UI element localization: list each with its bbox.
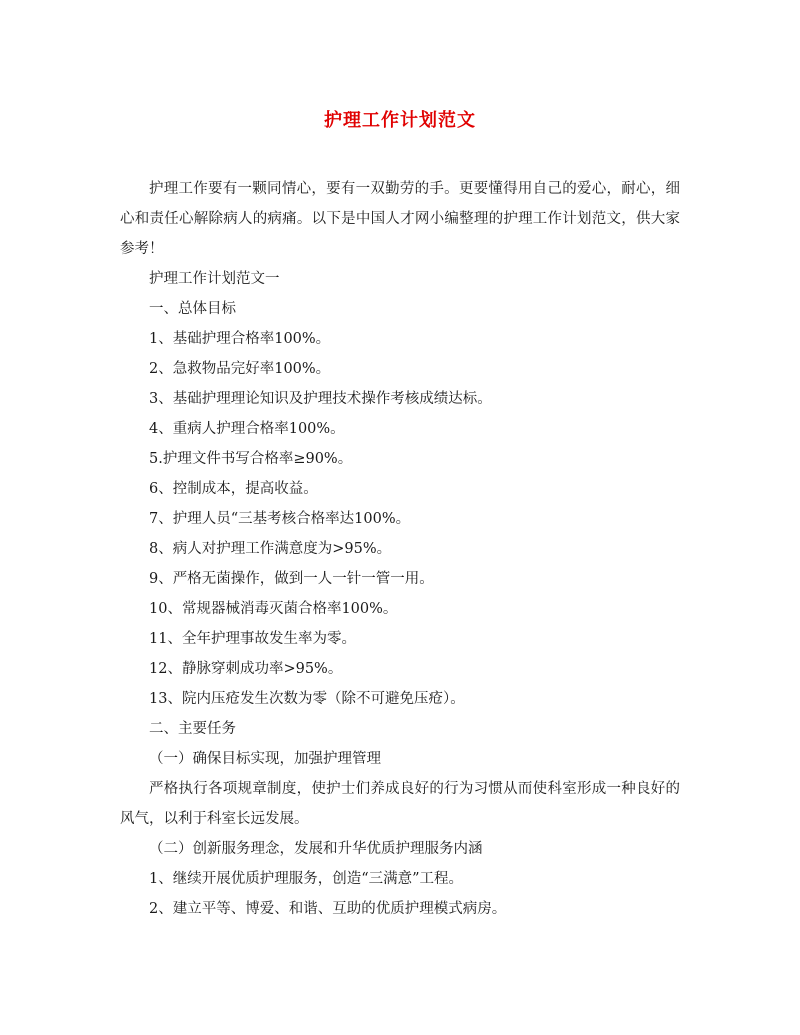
section-title: 护理工作计划范文一 — [149, 271, 280, 287]
goal-item: 11、全年护理事故发生率为零。 — [149, 631, 356, 647]
goal-item: 2、急救物品完好率100%。 — [149, 361, 331, 377]
heading-overall-goals: 一、总体目标 — [149, 301, 236, 317]
document-body — [120, 174, 680, 924]
goal-item: 4、重病人护理合格率100%。 — [149, 421, 345, 437]
goal-item: 1、基础护理合格率100%。 — [149, 331, 331, 347]
goal-item: 7、护理人员“三基考核合格率达100%。 — [149, 511, 411, 527]
subheading-1-paragraph: 严格执行各项规章制度，使护士们养成良好的行为习惯从而使科室形成一种良好的风气，以利于科室长远发展。 — [120, 781, 680, 827]
goal-item: 6、控制成本，提高收益。 — [149, 481, 318, 497]
goal-item: 5.护理文件书写合格率≥90%。 — [149, 451, 353, 467]
goal-item: 9、严格无菌操作，做到一人一针一管一用。 — [149, 571, 434, 587]
goal-item: 3、基础护理理论知识及护理技术操作考核成绩达标。 — [149, 391, 492, 407]
goal-item: 12、静脉穿刺成功率>95%。 — [149, 661, 343, 677]
goal-item: 8、病人对护理工作满意度为>95%。 — [149, 541, 392, 557]
subheading-1: （一）确保目标实现，加强护理管理 — [149, 751, 381, 767]
goal-item: 10、常规器械消毒灭菌合格率100%。 — [149, 601, 398, 617]
subheading-2: （二）创新服务理念，发展和升华优质护理服务内涵 — [149, 841, 483, 857]
heading-main-tasks: 二、主要任务 — [149, 721, 236, 737]
task-item: 2、建立平等、博爱、和谐、互助的优质护理模式病房。 — [149, 901, 507, 917]
task-item: 1、继续开展优质护理服务，创造“三满意”工程。 — [149, 871, 464, 887]
document-title: 护理工作计划范文 — [324, 110, 476, 131]
intro-paragraph: 护理工作要有一颗同情心，要有一双勤劳的手。更要懂得用自己的爱心，耐心，细心和责任心解除病人的病痛。以下是中国人才网小编整理的护理工作计划范文，供大家参考！ — [120, 181, 680, 257]
goal-item: 13、院内压疮发生次数为零（除不可避免压疮）。 — [149, 691, 465, 707]
